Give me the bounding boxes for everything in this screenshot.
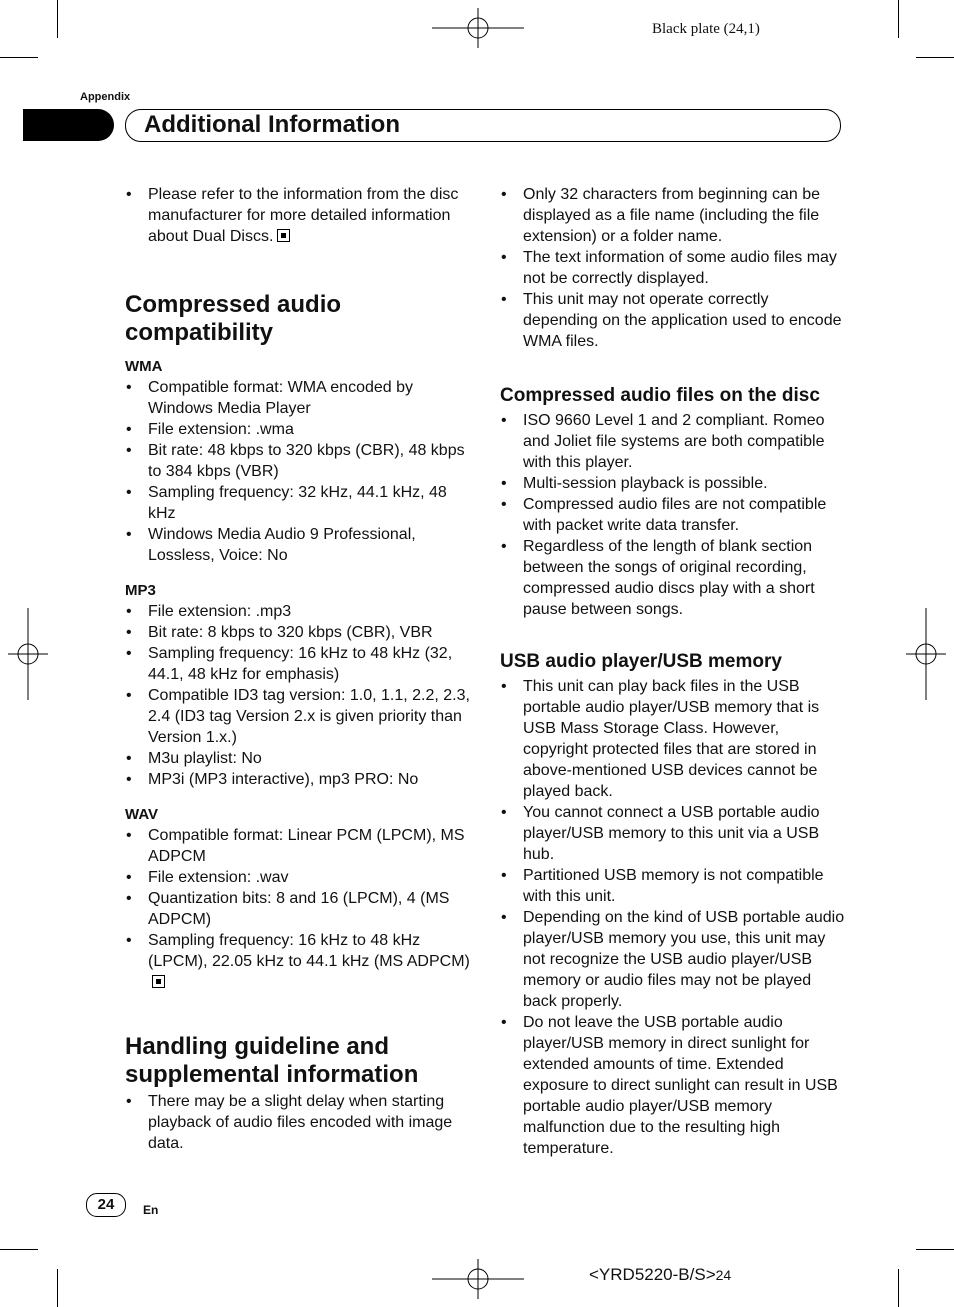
list-item: • ISO 9660 Level 1 and 2 compliant. Romeo and Joliet file systems are both compatible with this player.: [500, 410, 845, 473]
list-item: • You cannot connect a USB portable audio player/USB memory to this unit via a USB hub.: [500, 802, 845, 865]
crop-mark: [57, 1269, 58, 1307]
list-item: • Sampling frequency: 16 kHz to 48 kHz (32, 44.1, 48 kHz for emphasis): [125, 643, 470, 685]
list-item: • This unit can play back files in the USB portable audio player/USB memory that is USB Mass Storage Class. However, copyright protected files that are stored in above-mentioned USB devices cannot be played back.: [500, 676, 845, 802]
crop-mark: [57, 0, 58, 38]
language-label: En: [143, 1203, 159, 1217]
disc-heading: Compressed audio files on the disc: [500, 385, 820, 406]
wma-heading: WMA: [125, 358, 163, 375]
crop-mark: [898, 0, 899, 38]
list-item: • M3u playlist: No: [125, 748, 470, 769]
list-item: • Only 32 characters from beginning can be displayed as a file name (including the file extension) or a folder name.: [500, 184, 845, 247]
crop-mark: [916, 57, 954, 58]
registration-mark: [432, 8, 524, 48]
end-mark-icon: [277, 229, 290, 242]
list-item: • Bit rate: 48 kbps to 320 kbps (CBR), 48 kbps to 384 kbps (VBR): [125, 440, 470, 482]
left-column: [125, 184, 470, 1154]
plate-label: Black plate (24,1): [652, 21, 760, 37]
list-item: • Sampling frequency: 16 kHz to 48 kHz (LPCM), 22.05 kHz to 44.1 kHz (MS ADPCM): [125, 930, 470, 993]
heading-line: supplemental information: [125, 1061, 419, 1088]
list-item: • File extension: .wav: [125, 867, 470, 888]
page-title: Additional Information: [144, 111, 400, 138]
list-item: • This unit may not operate correctly depending on the application used to encode WMA files.: [500, 289, 845, 352]
list-item: • There may be a slight delay when starting playback of audio files encoded with image data.: [125, 1091, 470, 1154]
list-item: • MP3i (MP3 interactive), mp3 PRO: No: [125, 769, 470, 790]
right-column: [500, 184, 845, 1159]
intro-list: [125, 184, 470, 247]
list-item: • Compatible format: WMA encoded by Windows Media Player: [125, 377, 470, 419]
list-item: • Sampling frequency: 32 kHz, 44.1 kHz, 48 kHz: [125, 482, 470, 524]
list-item: • Partitioned USB memory is not compatible with this unit.: [500, 865, 845, 907]
list-item: • Windows Media Audio 9 Professional, Lossless, Voice: No: [125, 524, 470, 566]
crop-mark: [0, 1249, 38, 1250]
heading-line: compatibility: [125, 319, 274, 346]
list-item: • The text information of some audio files may not be correctly displayed.: [500, 247, 845, 289]
heading-line: Compressed audio: [125, 291, 342, 318]
model-code: [589, 1265, 731, 1285]
header-box: [125, 109, 841, 142]
usb-list: [500, 676, 845, 1159]
wav-heading: WAV: [125, 806, 159, 823]
list-item: • Bit rate: 8 kbps to 320 kbps (CBR), VBR: [125, 622, 470, 643]
list-item: • Multi-session playback is possible.: [500, 473, 845, 494]
usb-heading: USB audio player/USB memory: [500, 651, 782, 672]
list-item: • Do not leave the USB portable audio player/USB memory in direct sunlight for extended amounts of time. Extended exposure to direct sunlight can result in USB portable audio player/USB memory malfunction due to the resulting high temperature.: [500, 1012, 845, 1159]
mp3-heading: MP3: [125, 582, 156, 599]
registration-mark: [906, 608, 946, 700]
handling-heading: [125, 1033, 470, 1089]
list-item: • Regardless of the length of blank section between the songs of original recording, compressed audio discs play with a short pause between songs.: [500, 536, 845, 620]
compressed-audio-heading: [125, 291, 470, 347]
registration-mark: [432, 1259, 524, 1299]
mp3-list: [125, 601, 470, 790]
list-item: • Quantization bits: 8 and 16 (LPCM), 4 (MS ADPCM): [125, 888, 470, 930]
model-code-text: <YRD5220-B/S>: [589, 1265, 716, 1284]
list-item: • Compatible ID3 tag version: 1.0, 1.1, 2.2, 2.3, 2.4 (ID3 tag Version 2.x is given priority than Version 1.x.): [125, 685, 470, 748]
list-item: • Compressed audio files are not compatible with packet write data transfer.: [500, 494, 845, 536]
section-label: Appendix: [80, 91, 131, 103]
wma-notes-list: [500, 184, 845, 352]
list-item: • File extension: .wma: [125, 419, 470, 440]
heading-line: Handling guideline and: [125, 1033, 389, 1060]
handling-list: [125, 1091, 470, 1154]
list-item: • Depending on the kind of USB portable audio player/USB memory you use, this unit may not recognize the USB audio player/USB memory or audio files may not be played back properly.: [500, 907, 845, 1012]
section-tab: [23, 109, 114, 141]
wma-list: [125, 377, 470, 566]
crop-mark: [0, 57, 38, 58]
list-item: • Compatible format: Linear PCM (LPCM), MS ADPCM: [125, 825, 470, 867]
end-mark-icon: [152, 975, 165, 988]
wav-list: [125, 825, 470, 993]
list-item: • Please refer to the information from the disc manufacturer for more detailed information about Dual Discs.: [125, 184, 470, 247]
model-page: 24: [715, 1267, 732, 1283]
registration-mark: [8, 608, 48, 700]
crop-mark: [916, 1249, 954, 1250]
crop-mark: [898, 1269, 899, 1307]
page-number: 24: [86, 1193, 126, 1217]
disc-list: [500, 410, 845, 620]
list-item: • File extension: .mp3: [125, 601, 470, 622]
